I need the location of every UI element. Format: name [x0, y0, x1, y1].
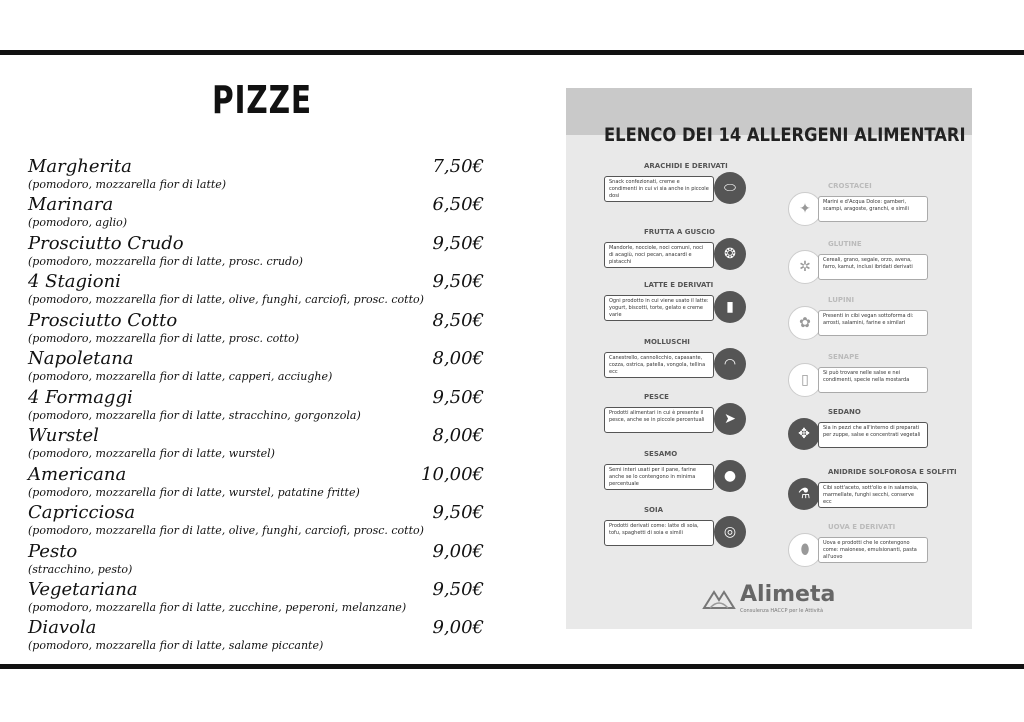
allergen-description: Sia in pezzi che all'interno di preparati per zuppe, salse e concentrati vegetali [818, 422, 928, 448]
allergen-description: Cibi sott'aceto, sott'olio e in salamoia, marmellate, funghi secchi, conserve ecc [818, 482, 928, 508]
allergen-description: Si può trovare nelle salse e nei condimenti, specie nella mostarda [818, 367, 928, 393]
allergen-label: SEDANO [828, 408, 861, 416]
pizza-row [28, 156, 498, 194]
alimeta-logo-icon [702, 586, 736, 612]
pizza-row [28, 310, 498, 348]
pizza-price: 9,00€ [432, 541, 484, 562]
allergen-label: ARACHIDI E DERIVATI [644, 162, 728, 170]
allergen-label: SENAPE [828, 353, 860, 361]
allergen-description: Prodotti alimentari in cui è presente il pesce, anche se in piccole percentuali [604, 407, 714, 433]
allergen-label: SOIA [644, 506, 664, 514]
pizza-price: 8,00€ [432, 425, 484, 446]
pizza-name: Americana [28, 464, 127, 485]
pizza-name: Margherita [28, 156, 132, 177]
soy-icon: ◎ [714, 516, 746, 548]
wheat-icon: ✲ [788, 250, 822, 284]
pizza-price: 9,00€ [432, 617, 484, 638]
flask-icon: ⚗ [788, 478, 820, 510]
pizza-price: 8,00€ [432, 348, 484, 369]
allergen-label: UOVA E DERIVATI [828, 523, 896, 531]
pizza-price: 7,50€ [432, 156, 484, 177]
lobster-icon: ✦ [788, 192, 822, 226]
pizza-name: 4 Formaggi [28, 387, 133, 408]
fish-icon: ➤ [714, 403, 746, 435]
sesame-icon: ● [714, 460, 746, 492]
milk-icon: ▮ [714, 291, 746, 323]
allergen-label: SESAMO [644, 450, 678, 458]
brand-tagline: Consulenza HACCP per le Attività [740, 608, 824, 614]
pizza-name: Prosciutto Crudo [28, 233, 184, 254]
pizza-price: 8,50€ [432, 310, 484, 331]
pizza-name: Napoletana [28, 348, 134, 369]
allergen-label: PESCE [644, 393, 669, 401]
pizza-row [28, 348, 498, 386]
allergen-description: Semi interi usati per il pane, farine anche se lo contengono in minima percentuale [604, 464, 714, 490]
pizza-row [28, 425, 498, 463]
pizza-ingredients: (stracchino, pesto) [28, 563, 133, 576]
pizza-ingredients: (pomodoro, aglio) [28, 216, 128, 229]
pizza-name: Marinara [28, 194, 114, 215]
pizza-ingredients: (pomodoro, mozzarella fior di latte, wurstel) [28, 447, 275, 460]
pizza-price: 6,50€ [432, 194, 484, 215]
pizza-ingredients: (pomodoro, mozzarella fior di latte, stracchino, gorgonzola) [28, 409, 361, 422]
pizza-price: 9,50€ [432, 233, 484, 254]
allergen-description: Prodotti derivati come: latte di soia, tofu, spaghetti di soia e simili [604, 520, 714, 546]
allergen-description: Uova e prodotti che le contengono come: maionese, emulsionanti, pasta all'uovo [818, 537, 928, 563]
pizza-row [28, 579, 498, 617]
allergen-description: Cereali, grano, segale, orzo, avena, farro, kamut, inclusi ibridati derivati [818, 254, 928, 280]
pizza-ingredients: (pomodoro, mozzarella fior di latte, olive, funghi, carciofi, prosc. cotto) [28, 293, 424, 306]
pizza-row [28, 233, 498, 271]
allergen-label: MOLLUSCHI [644, 338, 690, 346]
brand-logo [702, 582, 862, 622]
pizza-price: 9,50€ [432, 271, 484, 292]
pizza-ingredients: (pomodoro, mozzarella fior di latte) [28, 178, 227, 191]
pizza-ingredients: (pomodoro, mozzarella fior di latte, prosc. cotto) [28, 332, 300, 345]
allergen-description: Snack confezionati, creme e condimenti in cui vi sia anche in piccole dosi [604, 176, 714, 202]
shell-icon: ◠ [714, 348, 746, 380]
allergen-label: ANIDRIDE SOLFOROSA E SOLFITI [828, 468, 957, 476]
pizza-price: 9,50€ [432, 579, 484, 600]
brand-name: Alimeta [740, 582, 836, 607]
allergen-label: LUPINI [828, 296, 855, 304]
allergen-description: Mandorle, nocciole, noci comuni, noci di acagiù, noci pecan, anacardi e pistacchi [604, 242, 714, 268]
celery-icon: ✥ [788, 418, 820, 450]
pizza-row [28, 502, 498, 540]
pizza-price: 10,00€ [421, 464, 484, 485]
pizza-ingredients: (pomodoro, mozzarella fior di latte, wurstel, patatine fritte) [28, 486, 360, 499]
pizza-name: Wurstel [28, 425, 99, 446]
top-divider [0, 50, 1024, 55]
allergen-description: Ogni prodotto in cui viene usato il latte: yogurt, biscotti, torte, gelato e creme varie [604, 295, 714, 321]
pizza-name: Prosciutto Cotto [28, 310, 178, 331]
allergen-label: GLUTINE [828, 240, 862, 248]
menu-title: PIZZE [212, 78, 312, 122]
pizza-ingredients: (pomodoro, mozzarella fior di latte, olive, funghi, carciofi, prosc. cotto) [28, 524, 424, 537]
pizza-name: Vegetariana [28, 579, 138, 600]
pizza-name: 4 Stagioni [28, 271, 121, 292]
allergen-description: Marini e d'Acqua Dolce: gamberi, scampi, aragoste, granchi, e simili [818, 196, 928, 222]
egg-icon: ⬮ [788, 533, 822, 567]
allergen-label: LATTE E DERIVATI [644, 281, 714, 289]
lupin-icon: ✿ [788, 306, 822, 340]
allergen-chart [566, 88, 972, 629]
pizza-row [28, 541, 498, 579]
bottom-divider [0, 664, 1024, 669]
allergen-description: Canestrello, cannolicchio, capasante, cozza, ostrica, patella, vongola, tellina ecc [604, 352, 714, 378]
allergen-description: Presenti in cibi vegan sottoforma di: arrosti, salamini, farine e similari [818, 310, 928, 336]
pizza-row [28, 271, 498, 309]
allergen-label: FRUTTA A GUSCIO [644, 228, 715, 236]
mustard-icon: ▯ [788, 363, 822, 397]
pizza-row [28, 617, 498, 655]
pizza-price: 9,50€ [432, 502, 484, 523]
pizza-ingredients: (pomodoro, mozzarella fior di latte, zucchine, peperoni, melanzane) [28, 601, 407, 614]
pizza-name: Diavola [28, 617, 97, 638]
nut-icon: ❂ [714, 238, 746, 270]
pizza-row [28, 194, 498, 232]
pizza-row [28, 387, 498, 425]
pizza-name: Pesto [28, 541, 78, 562]
pizza-ingredients: (pomodoro, mozzarella fior di latte, salame piccante) [28, 639, 324, 652]
peanut-icon: ⬭ [714, 172, 746, 204]
allergen-title: ELENCO DEI 14 ALLERGENI ALIMENTARI [604, 124, 966, 146]
pizza-name: Capricciosa [28, 502, 136, 523]
pizza-ingredients: (pomodoro, mozzarella fior di latte, capperi, acciughe) [28, 370, 333, 383]
allergen-label: CROSTACEI [828, 182, 872, 190]
pizza-row [28, 464, 498, 502]
pizza-price: 9,50€ [432, 387, 484, 408]
pizza-ingredients: (pomodoro, mozzarella fior di latte, prosc. crudo) [28, 255, 303, 268]
